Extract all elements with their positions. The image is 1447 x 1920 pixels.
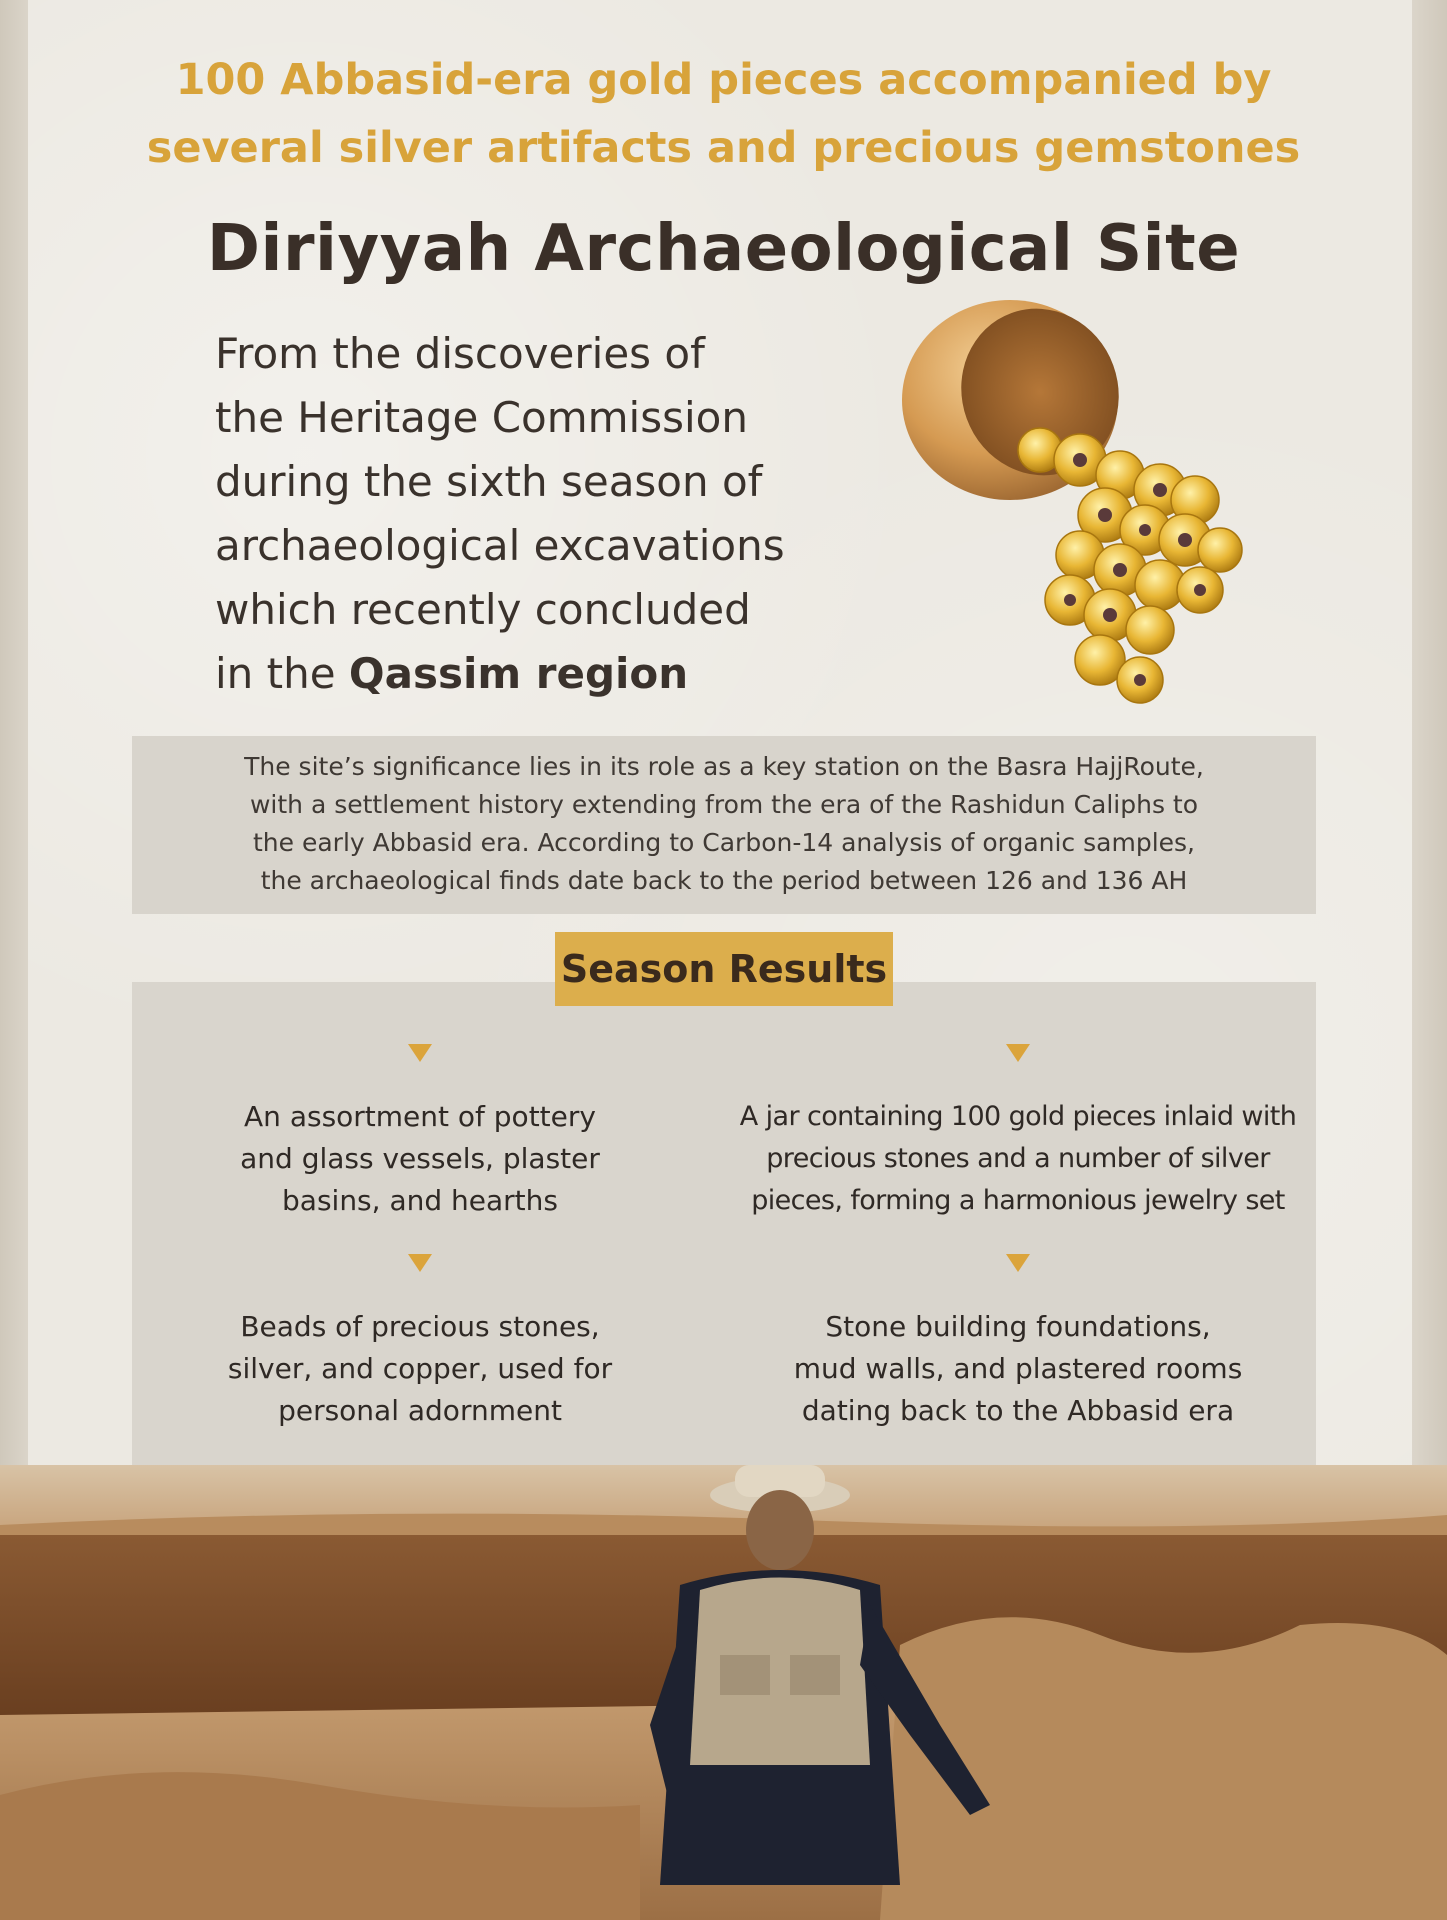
result-item xyxy=(140,1254,700,1432)
result-line: precious stones and a number of silver xyxy=(766,1143,1270,1174)
intro-paragraph xyxy=(215,322,855,706)
season-results-badge: Season Results xyxy=(555,932,893,1006)
result-line: Beads of precious stones, xyxy=(240,1310,600,1343)
result-line: Stone building foundations, xyxy=(825,1310,1211,1343)
significance-line-2: with a settlement history extending from the era of the Rashidun Caliphs to xyxy=(249,790,1199,819)
intro-line-5: which recently concluded xyxy=(215,585,751,634)
result-item xyxy=(738,1044,1298,1222)
region-name: Qassim region xyxy=(348,649,689,698)
intro-line-4: archaeological excavations xyxy=(215,521,785,570)
subtitle-line-1: 100 Abbasid-era gold pieces accompanied by xyxy=(175,55,1272,105)
intro-line-1: From the discoveries of xyxy=(215,329,705,378)
significance-text xyxy=(132,748,1316,900)
result-line: and glass vessels, plaster xyxy=(240,1142,600,1175)
page-title: Diriyyah Archaeological Site xyxy=(206,212,1241,286)
result-line: An assortment of pottery xyxy=(244,1100,596,1133)
intro-line-6 xyxy=(215,642,855,706)
result-item xyxy=(140,1044,700,1222)
excavation-photo xyxy=(0,1465,1447,1920)
triangle-down-icon xyxy=(1006,1254,1030,1272)
significance-line-1: The site’s significance lies in its role as a key station on the Basra HajjRoute, xyxy=(244,752,1204,781)
triangle-down-icon xyxy=(408,1254,432,1272)
triangle-down-icon xyxy=(1006,1044,1030,1062)
subtitle-line-2: several silver artifacts and precious gemstones xyxy=(146,123,1301,173)
significance-line-4: the archaeological finds date back to the period between 126 and 136 AH xyxy=(260,866,1188,895)
result-line: personal adornment xyxy=(278,1394,562,1427)
intro-line-2: the Heritage Commission xyxy=(215,393,748,442)
result-line: pieces, forming a harmonious jewelry set xyxy=(751,1185,1285,1216)
result-item xyxy=(738,1254,1298,1432)
vest xyxy=(690,1578,870,1766)
gold-pieces xyxy=(1018,428,1242,703)
result-line: dating back to the Abbasid era xyxy=(801,1394,1235,1427)
triangle-down-icon xyxy=(408,1044,432,1062)
result-line: basins, and hearths xyxy=(282,1184,558,1217)
intro-line-6-prefix: in the xyxy=(215,649,349,698)
significance-line-3: the early Abbasid era. According to Carbon-14 analysis of organic samples, xyxy=(253,828,1195,857)
result-line: A jar containing 100 gold pieces inlaid with xyxy=(739,1101,1297,1132)
intro-line-3: during the sixth season of xyxy=(215,457,763,506)
result-line: silver, and copper, used for xyxy=(227,1352,613,1385)
gold-jar-illustration xyxy=(890,300,1310,720)
head xyxy=(746,1490,814,1570)
subtitle xyxy=(0,46,1447,182)
result-line: mud walls, and plastered rooms xyxy=(793,1352,1243,1385)
